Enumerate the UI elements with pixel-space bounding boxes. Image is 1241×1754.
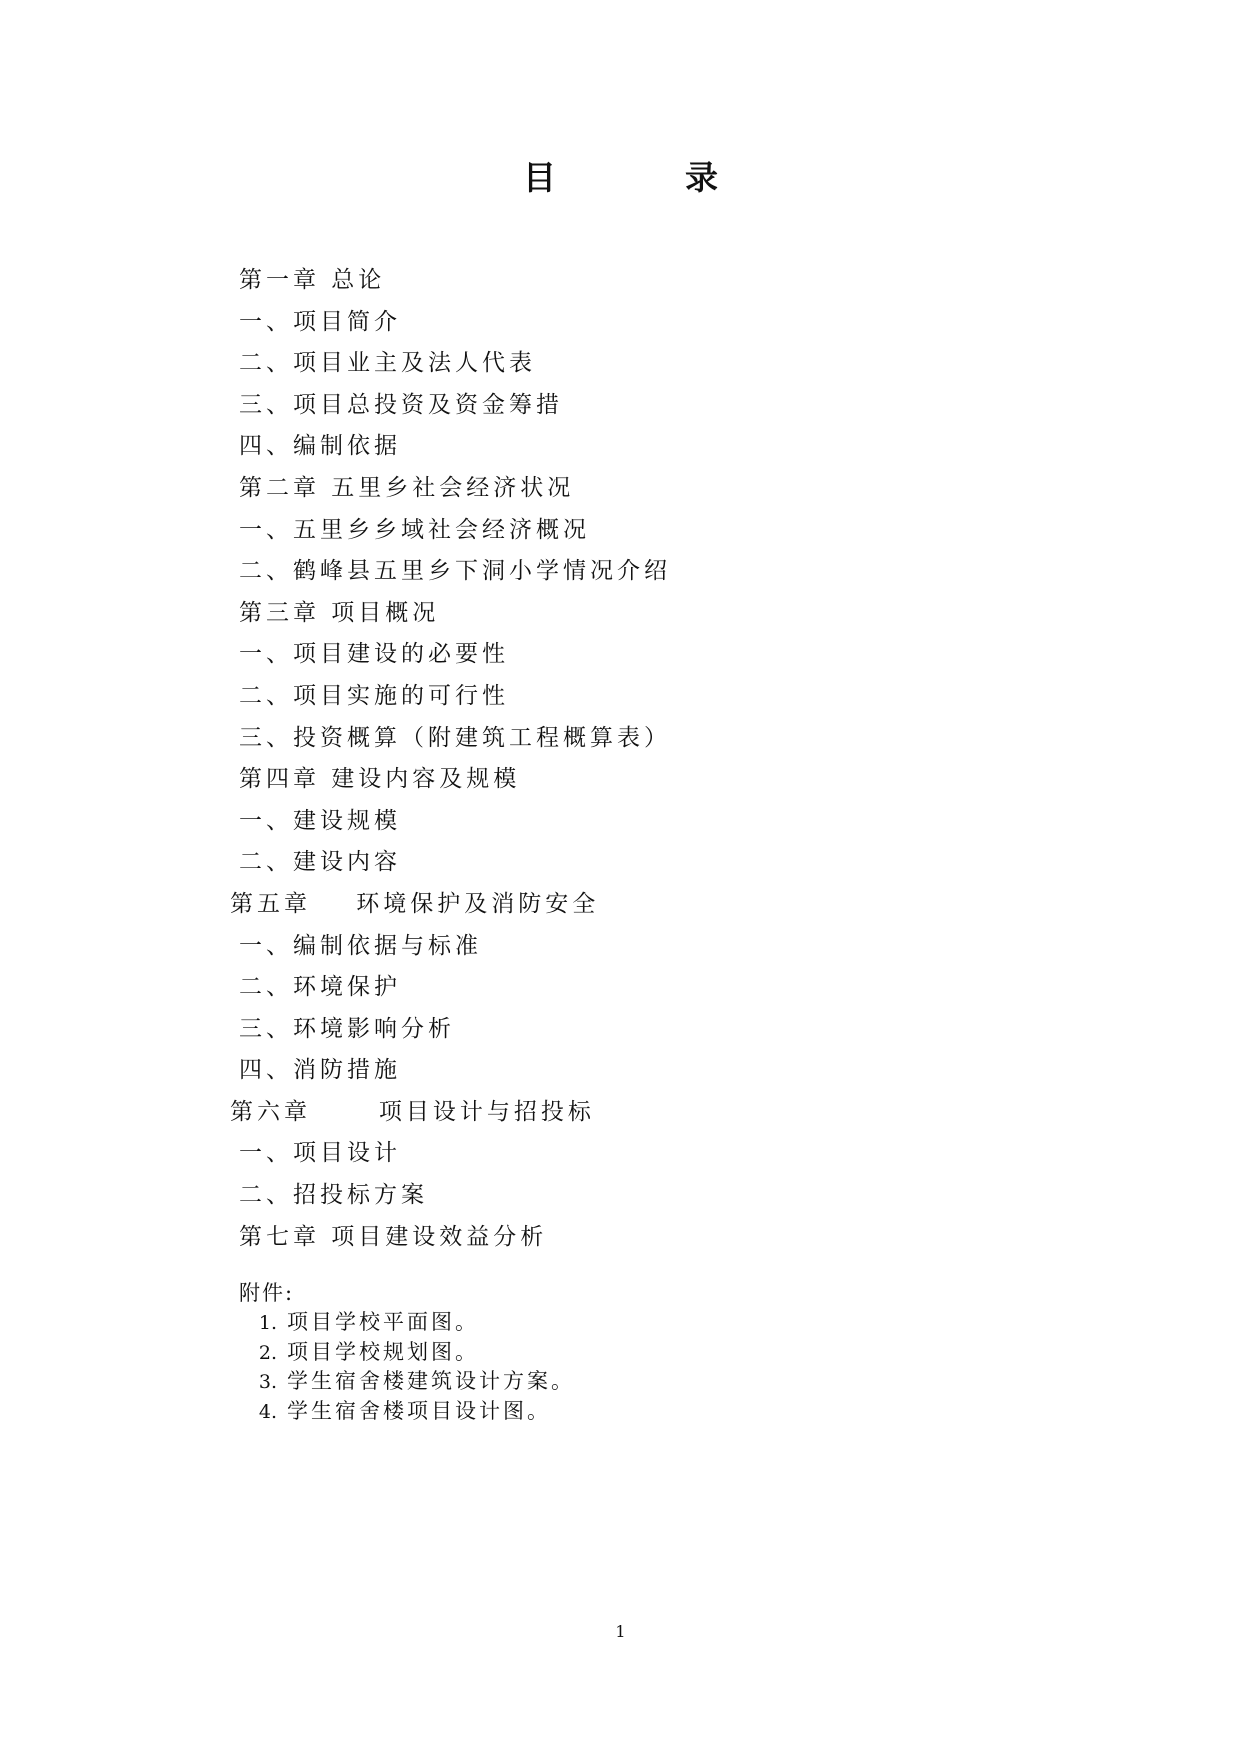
attachments-list [239,1308,575,1426]
toc-entry-chapter-6[interactable]: 第六章 项目设计与招投标 [230,1098,595,1125]
toc-entry[interactable]: 一、项目简介 [239,308,401,335]
attachments-heading: 附件: [239,1281,295,1305]
toc-entry[interactable]: 三、投资概算（附建筑工程概算表） [239,724,671,751]
attachment-text: 项目学校规划图。 [287,1339,479,1364]
attachment-number: 2. [258,1341,277,1364]
toc-entry[interactable]: 二、项目业主及法人代表 [239,350,536,377]
toc-entry[interactable]: 一、建设规模 [239,807,401,834]
attachments-section [239,1278,575,1426]
toc-entry-chapter-5[interactable]: 第五章 环境保护及消防安全 [230,890,600,917]
toc-entry-chapter-4[interactable]: 第四章 建设内容及规模 [239,766,521,793]
toc-entry[interactable]: 二、招投标方案 [239,1182,428,1209]
toc-entry-chapter-7[interactable]: 第七章 项目建设效益分析 [239,1223,548,1250]
toc-entry[interactable]: 三、项目总投资及资金筹措 [239,391,563,418]
attachment-number: 4. [258,1400,277,1423]
page-title: 目 录 [523,158,766,197]
toc-entry[interactable]: 二、环境保护 [239,974,401,1001]
attachment-text: 项目学校平面图。 [287,1310,479,1334]
toc-entry[interactable]: 三、环境影响分析 [239,1015,455,1042]
table-of-contents [230,262,671,1260]
attachment-text: 学生宿舍楼项目设计图。 [287,1398,551,1423]
toc-entry[interactable]: 一、编制依据与标准 [239,932,482,959]
attachment-number: 1. [258,1312,277,1334]
toc-entry-chapter-2[interactable]: 第二章 五里乡社会经济状况 [239,474,575,501]
toc-entry[interactable]: 一、项目建设的必要性 [239,641,509,668]
toc-entry[interactable]: 四、消防措施 [239,1057,401,1084]
toc-entry[interactable]: 四、编制依据 [239,433,401,460]
attachment-item [239,1338,575,1368]
toc-entry[interactable]: 一、项目设计 [239,1140,401,1167]
attachment-item [239,1367,575,1397]
toc-entry[interactable]: 二、项目实施的可行性 [239,682,509,709]
attachment-text: 学生宿舍楼建筑设计方案。 [287,1369,575,1393]
toc-entry[interactable]: 一、五里乡乡域社会经济概况 [239,516,590,543]
attachment-item [239,1308,575,1338]
attachment-item [239,1397,575,1427]
attachment-number: 3. [258,1371,277,1393]
toc-entry-chapter-1[interactable]: 第一章 总论 [239,267,386,293]
page-number: 1 [615,1622,626,1641]
toc-entry[interactable]: 二、鹤峰县五里乡下洞小学情况介绍 [239,558,671,585]
toc-entry-chapter-3[interactable]: 第三章 项目概况 [239,599,440,626]
toc-entry[interactable]: 二、建设内容 [239,849,401,876]
